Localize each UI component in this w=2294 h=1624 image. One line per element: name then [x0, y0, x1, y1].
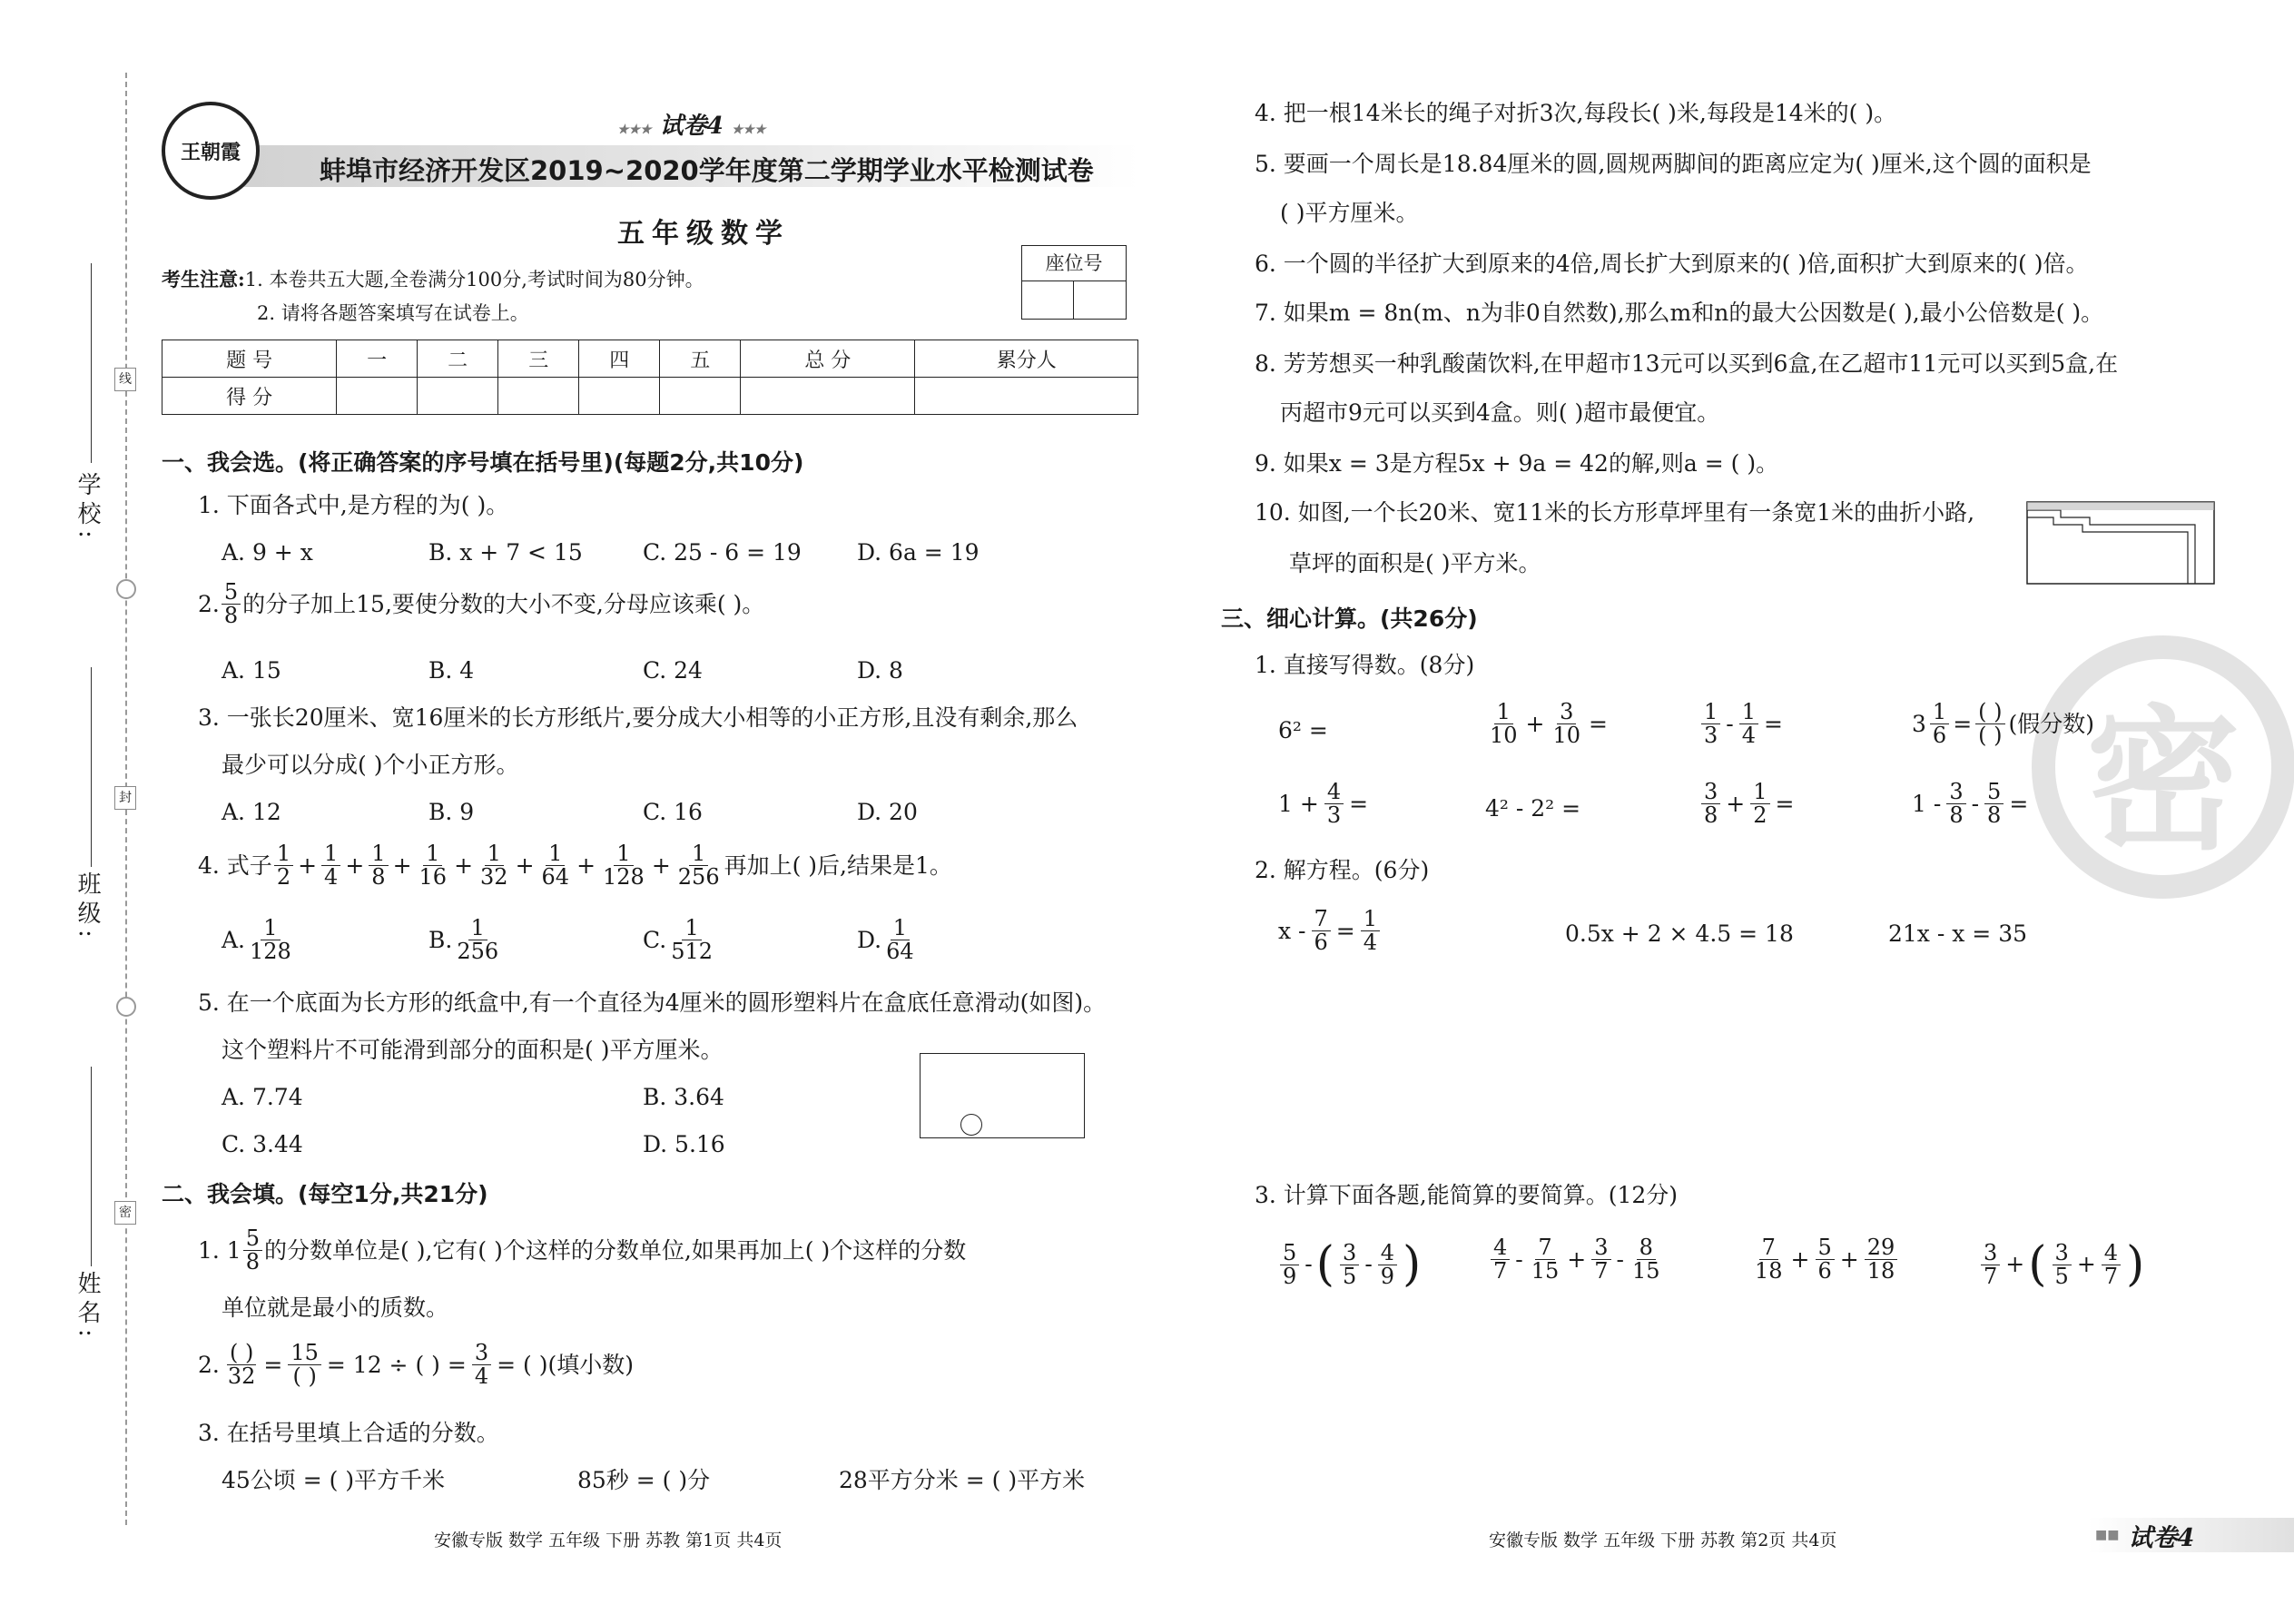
- score-cell: 累分人: [915, 340, 1138, 378]
- s1-q5-line1: 5. 在一个底面为长方形的纸盒中,有一个直径为4厘米的圆形塑料片在盒底任意滑动(如图)。: [198, 989, 1107, 1016]
- notice-label: 考生注意:: [162, 268, 245, 290]
- s3-p2-title: 2. 解方程。(6分): [1255, 857, 1430, 883]
- fraction: $\frac{1}{8}$: [369, 842, 388, 889]
- s2-q6: 6. 一个圆的半径扩大到原来的4倍,周长扩大到原来的( )倍,面积扩大到原来的( )倍。: [1255, 251, 2089, 277]
- s3-p3-d: $\frac{3}{7}$ + ( $\frac{3}{5}$ + $\frac{4}{7}$ ): [1979, 1236, 2144, 1293]
- s1-q3-line1: 3. 一张长20厘米、宽16厘米的长方形纸片,要分成大小相等的小正方形,且没有剩余,那么: [198, 704, 1078, 731]
- s1-q5-opt-c: B. 3.64: [643, 1084, 724, 1110]
- score-cell: 题 号: [162, 340, 337, 378]
- footer-tag-text: 试卷4: [2128, 1523, 2195, 1552]
- s3-p1-b: $\frac{1}{10}$ + $\frac{3}{10}$ =: [1490, 699, 1608, 749]
- s2-q3-stem: 3. 在括号里填上合适的分数。: [198, 1420, 499, 1446]
- s1-q2-opt-b: B. 4: [428, 657, 475, 684]
- s1-q1-stem: 1. 下面各式中,是方程的为( )。: [198, 492, 509, 518]
- watermark-text: 密: [2085, 691, 2240, 871]
- fraction: $\frac{1}{4}$: [321, 842, 340, 889]
- s1-q4-opts: [222, 917, 948, 971]
- score-cell: 五: [660, 340, 741, 378]
- s2-q5-line2: ( )平方厘米。: [1280, 200, 1419, 226]
- s2-q8-line2: 丙超市9元可以买到4盒。则( )超市最便宜。: [1280, 399, 1720, 426]
- plus-sign: +: [515, 851, 535, 879]
- score-input[interactable]: [498, 378, 579, 415]
- lawn-figure: [2026, 501, 2215, 585]
- s2-q4: 4. 把一根14米长的绳子对折3次,每段长( )米,每段是14米的( )。: [1255, 100, 1897, 126]
- footer-tag: [2088, 1518, 2294, 1552]
- fraction: $\frac{5}{8}$: [243, 1227, 262, 1274]
- star-icon: ★★★: [617, 123, 652, 137]
- score-input[interactable]: [741, 378, 915, 415]
- s1-q4-stem: [198, 842, 952, 889]
- s3-p3-title: 3. 计算下面各题,能简算的要简算。(12分): [1255, 1182, 1679, 1208]
- s1-q2-stem: [198, 581, 764, 627]
- class-label: 班级:: [74, 871, 101, 943]
- seat-label: 座位号: [1022, 246, 1126, 281]
- s1-q3-opt-c: C. 16: [643, 799, 703, 825]
- mi-watermark-icon: [2032, 635, 2294, 899]
- s3-p3-b: $\frac{4}{7}$ - $\frac{7}{15}$ + $\frac{3}{7}$ - $\frac{8}{15}$: [1489, 1236, 1665, 1283]
- plus-sign: +: [576, 851, 596, 879]
- q-number: 2.: [198, 1351, 220, 1378]
- s2-q1-line1: [198, 1227, 966, 1274]
- s1-q2-text: 的分子加上15,要使分数的大小不变,分母应该乘( )。: [242, 590, 765, 617]
- score-cell: 得 分: [162, 378, 337, 415]
- s1-q5-opt-a: A. 7.74: [222, 1084, 303, 1110]
- exam-label-text: 试卷4: [659, 113, 724, 140]
- ring-icon: [116, 579, 136, 599]
- class-line: [91, 667, 92, 867]
- score-input[interactable]: [915, 378, 1138, 415]
- plus-sign: +: [454, 851, 474, 879]
- binding-margin: [0, 0, 159, 1624]
- mark-xian: 线: [114, 368, 136, 391]
- school-line: [91, 263, 92, 463]
- lawn-path-svg: [2026, 501, 2215, 585]
- q-number: 4. 式子: [198, 851, 272, 879]
- s3-p1-g: $\frac{3}{8}$ + $\frac{1}{2}$ =: [1699, 781, 1794, 827]
- score-cell: 总 分: [741, 340, 915, 378]
- mark-mi: 密: [114, 1201, 136, 1225]
- s2-q3-item-1: 45公顷 = ( )平方千米: [222, 1467, 446, 1493]
- q-number: 2.: [198, 590, 220, 617]
- s1-q5-opt-d: D. 5.16: [643, 1131, 725, 1157]
- s1-q3-opt-d: D. 20: [857, 799, 918, 825]
- s3-p3-c: $\frac{7}{18}$ + $\frac{5}{6}$ + $\frac{29}{18}$: [1750, 1236, 1899, 1283]
- s3-p2-c: 21x - x = 35: [1888, 920, 2028, 947]
- s3-p2-a: x - $\frac{7}{6}$ = $\frac{1}{4}$: [1278, 908, 1382, 954]
- s2-q1-text: 的分数单位是( ),它有( )个这样的分数单位,如果再加上( )个这样的分数: [264, 1236, 967, 1264]
- name-label: 姓名:: [74, 1271, 101, 1343]
- s2-q1-line2: 单位就是最小的质数。: [222, 1294, 449, 1321]
- s1-q2-opt-c: C. 24: [643, 657, 703, 684]
- s3-p1-c: $\frac{1}{3}$ - $\frac{1}{4}$ =: [1699, 701, 1783, 747]
- plus-sign: +: [651, 851, 671, 879]
- s1-q1-opt-a: A. 9 + x: [222, 539, 313, 566]
- plus-sign: +: [392, 851, 412, 879]
- exam-label: [617, 107, 766, 141]
- s2-q3-item-3: 28平方分米 = ( )平方米: [839, 1467, 1086, 1493]
- notice-1: [162, 268, 704, 291]
- q-number: 1. 1: [198, 1236, 241, 1264]
- school-label: 学校:: [74, 472, 101, 544]
- score-table: [162, 340, 1138, 415]
- section1-title: 一、我会选。(将正确答案的序号填在括号里)(每题2分,共10分): [162, 449, 804, 476]
- s3-p3-a: $\frac{5}{9}$ - ( $\frac{3}{5}$ - $\frac{4}{9}$ ): [1278, 1236, 1421, 1293]
- s1-q4-opt-c: C. $\frac{1}{512}$: [643, 915, 713, 965]
- s1-q2-opt-a: A. 15: [222, 657, 281, 684]
- brand-logo-text: 王朝霞: [180, 140, 241, 164]
- section2-title: 二、我会填。(每空1分,共21分): [162, 1181, 488, 1207]
- square-icon: ■■: [2095, 1528, 2120, 1542]
- score-cell: 三: [498, 340, 579, 378]
- s3-p1-a: 6² =: [1278, 717, 1328, 743]
- s3-p1-f: 4² - 2² =: [1485, 795, 1581, 822]
- fraction: $\frac{1}{32}$: [480, 841, 508, 891]
- star-icon: ★★★: [731, 123, 766, 137]
- s3-p1-d: 3 $\frac{1}{6}$ = $\frac{( )}{( )}$ (假分数): [1912, 699, 2095, 749]
- s1-q3-opt-a: A. 12: [222, 799, 281, 825]
- s2-q7: 7. 如果m = 8n(m、n为非0自然数),那么m和n的最大公因数是( ),最小公倍数是( )。: [1255, 300, 2104, 326]
- notice-2: 2. 请将各题答案填写在试卷上。: [257, 302, 529, 324]
- s3-p1-h: 1 - $\frac{3}{8}$ - $\frac{5}{8}$ =: [1912, 779, 2029, 829]
- score-cell: 一: [337, 340, 418, 378]
- s1-q4-opt-b: B. $\frac{1}{256}$: [428, 915, 499, 965]
- s3-p2-b: 0.5x + 2 × 4.5 = 18: [1565, 920, 1794, 947]
- s2-q10-line2: 草坪的面积是( )平方米。: [1289, 550, 1541, 576]
- score-input[interactable]: [660, 378, 741, 415]
- s2-q10-line1: 10. 如图,一个长20米、宽11米的长方形草坪里有一条宽1米的曲折小路,: [1255, 499, 1975, 526]
- subject-title: 五年级数学: [617, 218, 790, 250]
- mark-feng: 封: [114, 786, 136, 810]
- notice-1-text: 1. 本卷共五大题,全卷满分100分,考试时间为80分钟。: [244, 269, 704, 290]
- s3-p1-e: 1 + $\frac{4}{3}$ =: [1278, 779, 1369, 829]
- s2-q5-line1: 5. 要画一个周长是18.84厘米的圆,圆规两脚间的距离应定为( )厘米,这个圆的面积是: [1255, 151, 2092, 177]
- footer-left: 安徽专版 数学 五年级 下册 苏教 第1页 共4页: [434, 1530, 783, 1550]
- s1-q1-opt-d: D. 6a = 19: [857, 539, 980, 566]
- seat-box: [1021, 245, 1127, 320]
- score-table-header: [162, 340, 1138, 378]
- s2-q3-item-2: 85秒 = ( )分: [577, 1467, 711, 1493]
- score-table-row: [162, 378, 1138, 415]
- fraction: $\frac{1}{2}$: [274, 842, 293, 889]
- plus-sign: +: [298, 851, 318, 879]
- section3-title: 三、细心计算。(共26分): [1221, 605, 1478, 632]
- box-figure: [920, 1053, 1085, 1138]
- fraction: $\frac{1}{256}$: [677, 841, 720, 891]
- score-input[interactable]: [418, 378, 498, 415]
- s1-q4-text: 再加上( )后,结果是1。: [724, 851, 952, 879]
- s1-q4-opt-a: A. $\frac{1}{128}$: [222, 915, 291, 965]
- plus-sign: +: [345, 851, 365, 879]
- s1-q5-opt-b: C. 3.44: [222, 1131, 303, 1157]
- exam-title: 蚌埠市经济开发区2019~2020学年度第二学期学业水平检测试卷: [320, 155, 1094, 186]
- s1-q1-opt-c: C. 25 - 6 = 19: [643, 539, 802, 566]
- s2-q9: 9. 如果x = 3是方程5x + 9a = 42的解,则a = ( )。: [1255, 450, 1779, 477]
- footer-right: 安徽专版 数学 五年级 下册 苏教 第2页 共4页: [1489, 1530, 1837, 1550]
- fraction: $\frac{1}{128}$: [603, 841, 645, 891]
- seat-divider: [1073, 281, 1074, 319]
- fraction: $\frac{1}{64}$: [541, 841, 570, 891]
- s1-q2-opt-d: D. 8: [857, 657, 903, 684]
- score-input[interactable]: [337, 378, 418, 415]
- name-line: [91, 1067, 92, 1266]
- score-cell: 二: [418, 340, 498, 378]
- s2-q2: 2. $\frac{( )}{32}$ = $\frac{15}{( )}$ = 12 ÷ ( ) = $\frac{3}{4}$ = ( )(填小数): [198, 1340, 634, 1390]
- fraction: $\frac{5}{8}$: [222, 581, 241, 627]
- s1-q5-line2: 这个塑料片不可能滑到部分的面积是( )平方厘米。: [222, 1037, 724, 1063]
- s2-q8-line1: 8. 芳芳想买一种乳酸菌饮料,在甲超市13元可以买到6盒,在乙超市11元可以买到5盒,在: [1255, 350, 2119, 377]
- s3-p1-title: 1. 直接写得数。(8分): [1255, 652, 1475, 678]
- s1-q3-line2: 最少可以分成( )个小正方形。: [222, 752, 519, 778]
- s1-q1-opt-b: B. x + 7 < 15: [428, 539, 583, 566]
- ring-icon: [116, 997, 136, 1017]
- s1-q3-opt-b: B. 9: [428, 799, 475, 825]
- s1-q4-opt-d: D. $\frac{1}{64}$: [857, 915, 914, 965]
- disc-figure: [960, 1114, 982, 1136]
- score-cell: 四: [579, 340, 660, 378]
- fraction: $\frac{1}{16}$: [418, 841, 448, 891]
- brand-logo: [162, 102, 260, 200]
- score-input[interactable]: [579, 378, 660, 415]
